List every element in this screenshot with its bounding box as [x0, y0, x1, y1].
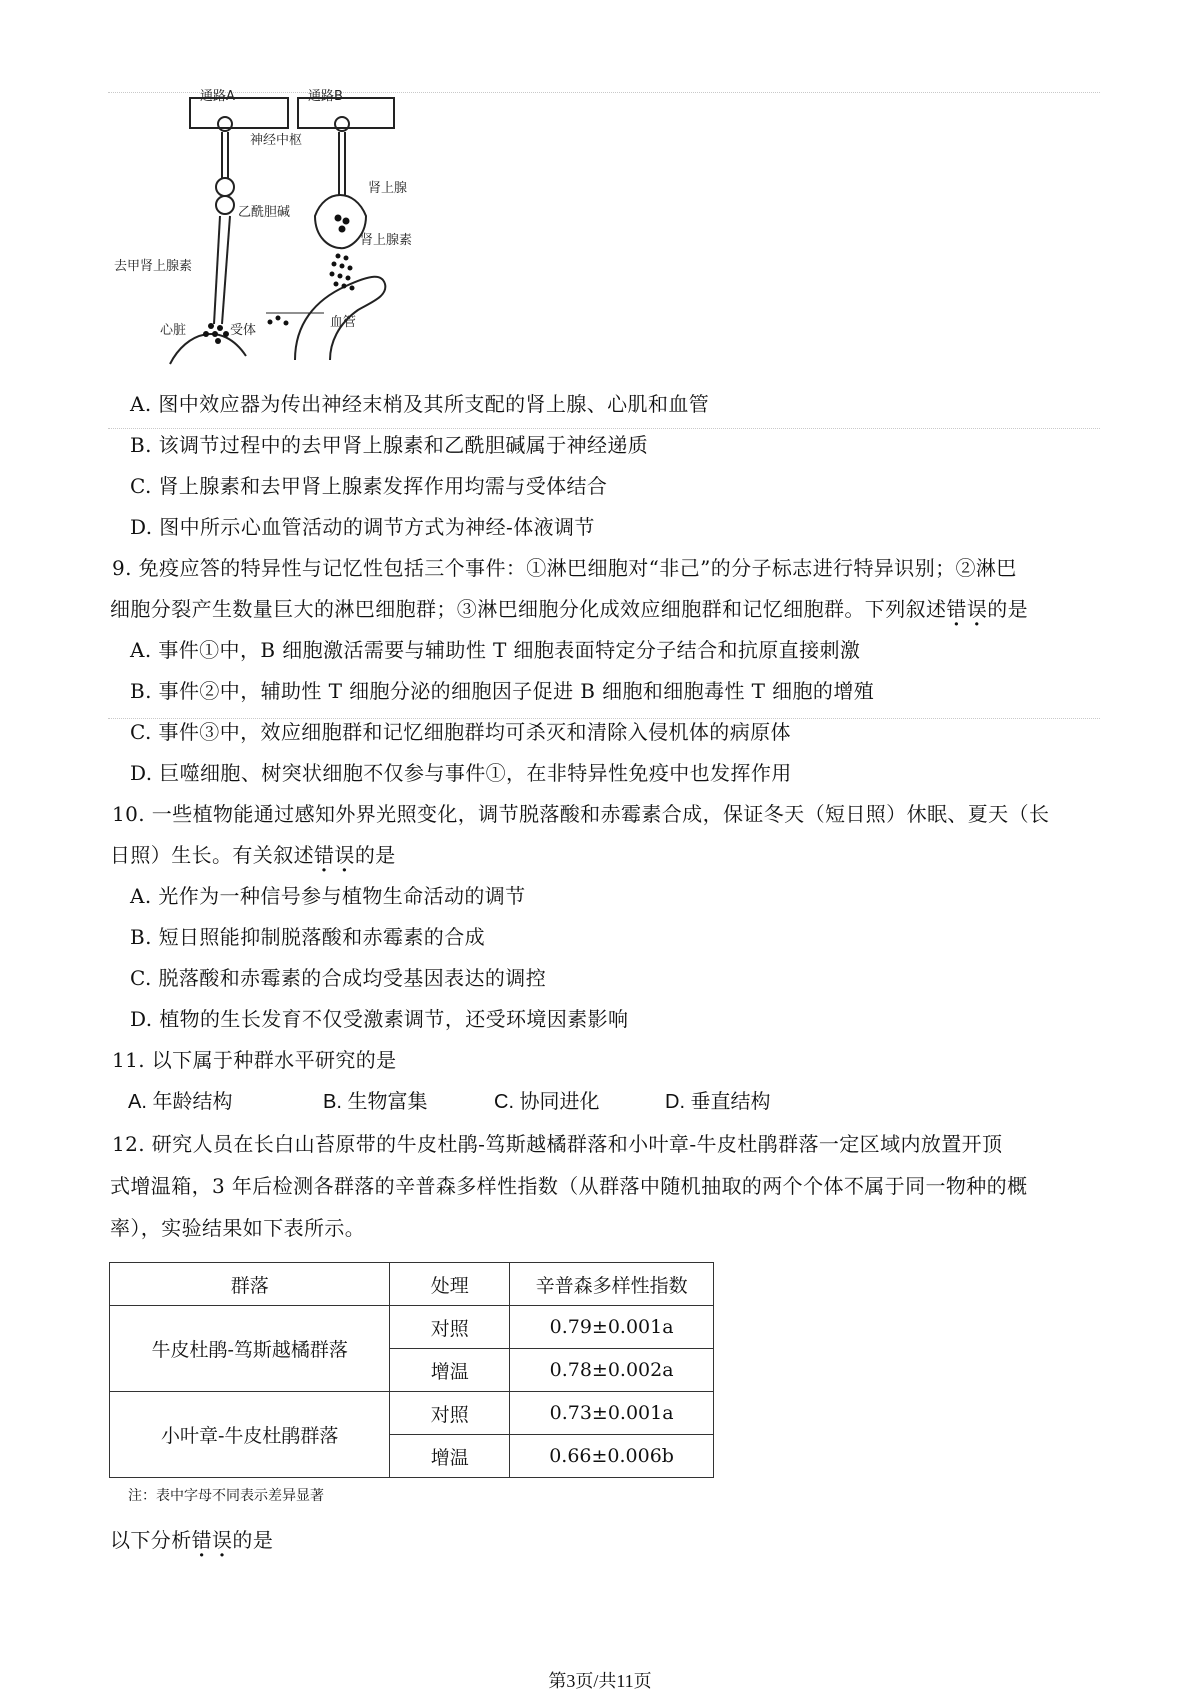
q10-option-d: D. 植物的生长发育不仅受激素调节，还受环境因素影响: [130, 1007, 629, 1031]
diversity-table: [109, 1262, 714, 1478]
q10-stem-line-2: [110, 841, 396, 869]
table-header: 群落: [110, 1263, 390, 1306]
q9-option-a: A. 事件①中，B 细胞激活需要与辅助性 T 细胞表面特定分子结合和抗原直接刺激: [130, 638, 861, 662]
label-heart: 心脏: [160, 323, 187, 338]
q11-choices: [128, 1088, 828, 1118]
label-receptor: 受体: [230, 323, 257, 338]
q12-follow-up-text: 以下分析: [110, 1528, 192, 1552]
emphasis-char: 错: [946, 597, 967, 621]
q8-option-d: D. 图中所示心血管活动的调节方式为神经-体液调节: [130, 515, 595, 539]
index-cell: 0.79±0.001a: [510, 1306, 714, 1349]
index-cell: 0.73±0.001a: [510, 1392, 714, 1435]
label-nerve-center: 神经中枢: [250, 133, 303, 148]
q8-option-b: B. 该调节过程中的去甲肾上腺素和乙酰胆碱属于神经递质: [130, 433, 649, 457]
q8-option-a: A. 图中效应器为传出神经末梢及其所支配的肾上腺、心肌和血管: [130, 392, 710, 416]
q11-choice-c: C. 协同进化: [494, 1091, 600, 1113]
q9-option-b: B. 事件②中，辅助性 T 细胞分泌的细胞因子促进 B 细胞和细胞毒性 T 细胞的增殖: [130, 679, 875, 703]
q12-stem-line-1: 12. 研究人员在长白山苔原带的牛皮杜鹃-笃斯越橘群落和小叶章-牛皮杜鹃群落一定区域内放置开顶: [112, 1132, 1003, 1156]
q10-option-a: A. 光作为一种信号参与植物生命活动的调节: [130, 884, 526, 908]
table-row: [110, 1392, 714, 1435]
q10-stem-text: 日照）生长。有关叙述: [110, 843, 314, 867]
emphasis-char: 误: [212, 1528, 233, 1552]
label-adrenaline: 肾上腺素: [360, 233, 413, 248]
q12-follow-up: [110, 1526, 273, 1554]
q10-option-c: C. 脱落酸和赤霉素的合成均受基因表达的调控: [130, 966, 547, 990]
treatment-cell: 对照: [390, 1306, 510, 1349]
divider: [108, 428, 1100, 429]
q12-follow-up-end: 的是: [232, 1528, 274, 1552]
q8-option-c: C. 肾上腺素和去甲肾上腺素发挥作用均需与受体结合: [130, 474, 608, 498]
label-pathway-b: 通路B: [308, 89, 343, 104]
q12-stem-line-3: 率），实验结果如下表所示。: [110, 1216, 366, 1240]
label-noradrenaline: 去甲肾上腺素: [114, 259, 193, 274]
q12-stem-line-2: 式增温箱，3 年后检测各群落的辛普森多样性指数（从群落中随机抽取的两个个体不属于同一物种的概: [110, 1174, 1028, 1198]
community-cell: 牛皮杜鹃-笃斯越橘群落: [110, 1306, 390, 1392]
table-header: 辛普森多样性指数: [510, 1263, 714, 1306]
table-row: [110, 1306, 714, 1349]
emphasis-char: 误: [334, 843, 355, 867]
q9-stem-line-2: [110, 595, 1028, 623]
table-header-row: [110, 1263, 714, 1306]
q9-stem-text: 细胞分裂产生数量巨大的淋巴细胞群；③淋巴细胞分化成效应细胞群和记忆细胞群。下列叙述: [110, 597, 947, 621]
cardiovascular-regulation-diagram: [110, 88, 440, 378]
page-footer: 第3页/共11页: [548, 1671, 652, 1691]
q9-stem-end: 的是: [987, 597, 1029, 621]
q10-option-b: B. 短日照能抑制脱落酸和赤霉素的合成: [130, 925, 486, 949]
emphasis-char: 错: [314, 843, 335, 867]
treatment-cell: 增温: [390, 1435, 510, 1478]
q11-choice-d: D. 垂直结构: [665, 1091, 771, 1113]
q10-stem-line-1: 10. 一些植物能通过感知外界光照变化，调节脱落酸和赤霉素合成，保证冬天（短日照）休眠、夏天（长: [112, 802, 1050, 826]
emphasis-char: 错: [191, 1528, 213, 1552]
treatment-cell: 对照: [390, 1392, 510, 1435]
label-pathway-a: 通路A: [200, 89, 235, 104]
treatment-cell: 增温: [390, 1349, 510, 1392]
community-cell: 小叶章-牛皮杜鹃群落: [110, 1392, 390, 1478]
label-acetylcholine: 乙酰胆碱: [238, 205, 291, 220]
q11-choice-a: A. 年龄结构: [128, 1091, 233, 1113]
q9-option-d: D. 巨噬细胞、树突状细胞不仅参与事件①，在非特异性免疫中也发挥作用: [130, 761, 792, 785]
index-cell: 0.66±0.006b: [510, 1435, 714, 1478]
q11-choice-b: B. 生物富集: [323, 1091, 428, 1113]
q10-stem-end: 的是: [354, 843, 396, 867]
q9-option-c: C. 事件③中，效应细胞群和记忆细胞群均可杀灭和清除入侵机体的病原体: [130, 720, 791, 744]
q11-stem: 11. 以下属于种群水平研究的是: [112, 1048, 397, 1072]
label-blood-vessel: 血管: [330, 315, 357, 330]
table-header: 处理: [390, 1263, 510, 1306]
index-cell: 0.78±0.002a: [510, 1349, 714, 1392]
emphasis-char: 误: [966, 597, 988, 621]
label-adrenal-gland: 肾上腺: [368, 181, 408, 196]
table-note: 注：表中字母不同表示差异显著: [128, 1488, 324, 1504]
q9-stem-line-1: 9. 免疫应答的特异性与记忆性包括三个事件：①淋巴细胞对“非己”的分子标志进行特异识别；②淋巴: [112, 556, 1017, 580]
